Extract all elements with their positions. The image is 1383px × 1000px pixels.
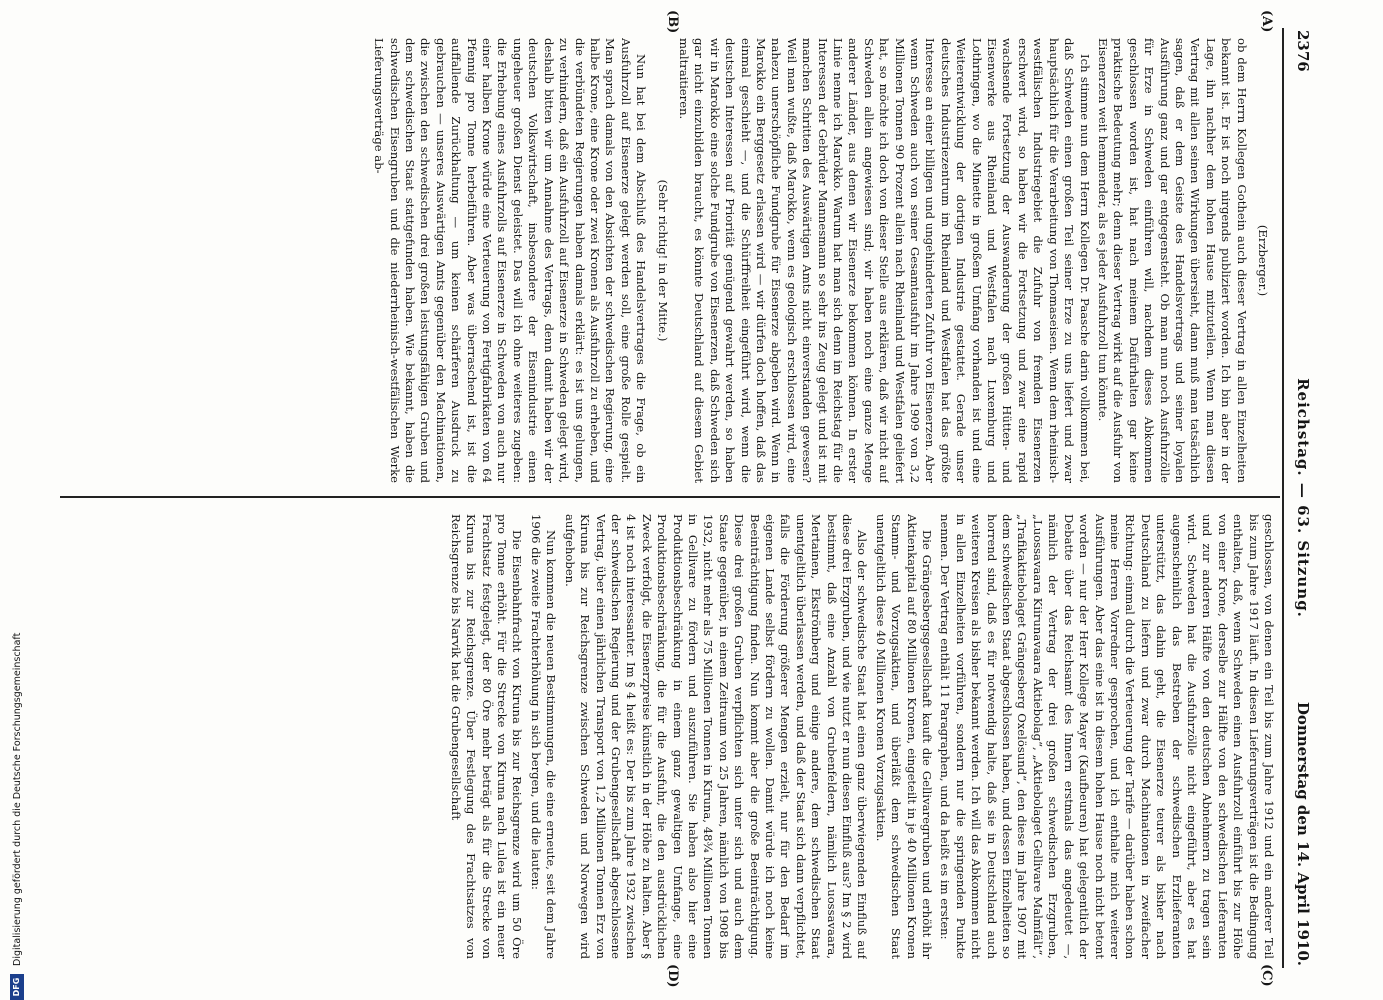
margin-mark-b: (B)	[665, 10, 680, 34]
speaker-label: (Erzberger.)	[1256, 224, 1270, 297]
page-number: 2376	[1294, 30, 1312, 72]
margin-mark-d: (D)	[665, 964, 680, 988]
margin-mark-a: (A)	[1259, 10, 1274, 33]
right-paragraph-1: geschlossen, von denen ein Teil bis zum Jahre 1912 und ein anderer Teil bis zum Jahre 1917 läuft. In diesen Lieferungsverträgen ist die Bedingung enthalten, daß, wenn Schweden einen Ausfuhrzoll einführt bis zur Höhe von einer Krone, derselbe zur Hälfte von den schwedischen Lieferanten und zur anderen Hälfte von den deutschen Abnehmern zu tragen sein wird. Schweden hat die Ausfuhrzölle nicht eingeführt, aber es hat augenscheinlich das Bestreben der schwedischen Erzlieferanten unterstützt, das dahin geht, die Eisenerze teurer als bisher nach Deutschland zu liefern und zwar durch Machinationen in zweifacher Richtung: einmal durch die Verteuerung der Tarife — darüber haben schon meine Herren Vorredner gesprochen, und ich enthalte mich weiterer Ausführungen. Aber das eine ist in diesem hohen Hause noch nicht betont worden — nur der Herr Kollege Mayer (Kaufbeuren) hat gelegentlich der Debatte über das Reichsamt des Innern erstmals das angedeutet —, nämlich der Vertrag der drei großen schwedischen Erzgruben, „Luossavaara Kiirunavaara Aktiebolag“, „Aktiebolaget Gellivare Malmfält“, „Trafikaktiebolaget Grängesberg Oxelösund“, den diese im Jahre 1907 mit dem schwedischen Staat abgeschlossen haben, und dessen Einzelheiten so horrend sind, daß es für notwendig halte, daß sie in Deutschland auch weiteren Kreisen als bisher bekannt werden. Ich will das Abkommen nicht in allen Einzelheiten vorführen, sondern nur die springenden Punkte nennen. Der Vertrag enthält 11 Paragraphen, und da heißt es im ersten:	[938, 514, 1276, 959]
header-rule	[1282, 28, 1284, 968]
right-paragraph-3: Also der schwedische Staat hat einen ganz überwiegenden Einfluß auf diese drei Erzgruben, und wie nutzt er nun diesen Einfluß aus? Im § 2 wird bestimmt, daß eine Anzahl von Grubenfeldern, nämlich Luossavaara, Mertainen, Ekströmberg und einige andere, dem schwedischen Staat unentgeltlich überlassen werden, und daß der Staat sich dann verpflichtet, falls die Förderung größerer Mengen erzielt, nur für den Bedarf im eigenen Lande selbst fördern zu wollen. Damit würde ich noch keine Beeinträchtigung finden. Nun kommt aber die große Beeinträchtigung. Diese drei großen Gruben verpflichten sich unter sich und auch dem Staate gegenüber, in einem Zeitraum von 25 Jahren, nämlich von 1908 bis 1932, nicht mehr als 75 Millionen Tonnen in Kiruna, 48¾ Millionen Tonnen in Gellivare zu fördern und auszuführen. Sie haben also hier eine Produktionsbeschränkung in einem ganz gewaltigen Umfange, eine Produktionsbeschränkung, die für die Ausfuhr, die den ausdrücklichen Zweck verfolgt, die Eisenerzpreise künstlich in der Höhe zu halten. Aber § 4 ist noch interessanter. Im § 4 heißt es: Der bis zum Jahre 1932 zwischen der schwedischen Regierung und der Grubengesellschaft abgeschlossene Vertrag, über einen jährlichen Transport von 1,2 Millionen Tonnen Erz von Kiruna bis zur Reichsgrenze zwischen Schweden und Norwegen wird aufgehoben.	[562, 514, 870, 959]
dfg-logo: DFG	[10, 974, 24, 1000]
interjection: (Sehr richtig! in der Mitte.)	[655, 179, 670, 342]
rotated-page-content	[60, 10, 1320, 988]
left-paragraph-1: ob dem Herrn Kollegen Gothein auch dieser Vertrag in allen Einzelheiten bekannt ist. Er ist noch nirgends publiziert worden. Ich bin aber in der Lage, ihn nachher dem hohen Hause mitzuteilen. Wenn man diesen Vertrag mit allen seinen Wirkungen übersieht, dann muß man tatsächlich sagen, daß er dem Geiste des Handelsvertrags und seiner loyalen Ausführung ganz und gar entgegensteht. Ob man nun noch Ausfuhrzölle für Erze in Schweden einführen will, nachdem dieses Abkommen geschlossen worden ist, hat nach meinem Dafürhalten gar keine praktische Bedeutung mehr; denn dieser Vertrag wirkt auf die Ausfuhr von Eisenerzen weit hemmender, als es jeder Ausfuhrzoll tun könnte.	[1095, 38, 1249, 483]
page-date: Donnerstag den 14. April 1910.	[1294, 701, 1312, 966]
digitization-footer	[6, 0, 28, 1000]
page-header	[1280, 28, 1320, 968]
left-paragraph-3: Nun hat bei dem Abschluß des Handelsvertrages die Frage, ob ein Ausfuhrzoll auf Eisenerze gelegt werden soll, eine große Rolle gespielt. Man sprach damals von den Absichten der schwedischen Regierung, eine halbe Krone, eine Krone oder zwei Kronen als Ausfuhrzoll zu erheben, und die verbündeten Regierungen haben damals erklärt: es ist uns gelungen, zu verhindern, daß ein Ausfuhrzoll auf Eisenerze in Schweden gelegt wird, deshalb bitten wir um Annahme des Vertrags, denn damit haben wir der deutschen Volkswirtschaft, insbesondere der Eisenindustrie einen ungeheuer großen Dienst geleistet. Das will ich ohne weiteres zugeben: die Erhebung eines Ausfuhrzolls auf Eisenerze in Schweden von auch nur einer halben Krone würde eine Verteuerung von Fertigfabrikaten von 64 Pfennig pro Tonne herbeiführen. Aber was überraschend ist, ist die auffallende Zurückhaltung — um keinen schärferen Ausdruck zu gebrauchen — unseres Auswärtigen Amts gegenüber den Machinationen, die zwischen den schwedischen drei großen leistungsfähigen Gruben und dem schwedischen Staat stattgefunden haben. Wie bekannt, haben die schwedischen Eisengruben und die niederrheinisch-westfälischen Werke Lieferungsverträge ab-	[372, 38, 649, 483]
right-paragraph-5: Die Eisenbahnfracht von Kiruna bis zur Reichsgrenze wird um 50 Öre pro Tonne erhöht. Für die Strecke von Kiruna nach Lulea ist ein neuer Frachtsatz festgelegt, der 80 Öre mehr beträgt als für die Strecke von Kiruna bis zur Reichsgrenze. Über Festlegung des Frachtsatzes von Reichsgrenze bis Narvik hat die Grubengesellschaft	[448, 514, 525, 959]
left-column	[66, 38, 1276, 483]
page-title: Reichstag. — 63. Sitzung.	[1294, 378, 1312, 618]
right-column	[66, 514, 1276, 959]
column-divider	[60, 496, 1280, 498]
right-paragraph-2: Die Grängesbergsgesellschaft kauft die Gellivaregruben und erhöht ihr Aktienkapital auf 80 Millionen Kronen, eingeteilt in je 40 Millionen Kronen Stamm- und Vorzugsaktien, und überläßt dem schwedischen Staat unentgeltlich diese 40 Millionen Kronen Vorzugsaktien.	[873, 514, 935, 959]
margin-mark-c: (C)	[1259, 964, 1274, 987]
footer-text: Digitalisierung gefördert durch die Deutsche Forschungsgemeinschaft	[11, 632, 23, 966]
left-paragraph-2: Ich stimme nun dem Herrn Kollegen Dr. Paasche darin vollkommen bei, daß Schweden einen großen Teil seiner Erze zu uns liefert und zwar hauptsächlich für die Verarbeitung von Thomaseisen. Wenn dem rheinisch-westfälischen Industriegebiet die Zufuhr von fremden Eisenerzen erschwert wird, so haben wir die Fortsetzung und zwar eine rapid wachsende Fortsetzung der Auswanderung der großen Hütten- und Eisenwerke aus Rheinland und Westfalen nach Luxemburg und Lothringen, wo die Minette in großem Umfang vorhanden ist und eine Weiterentwicklung der dortigen Industrie gestattet. Gerade unser deutsches Industriezentrum im Rheinland und Westfalen hat das größte Interesse an einer billigen und ungehinderten Zufuhr von Eisenerzen. Aber wenn Schweden auch von seiner Gesamtausfuhr im Jahre 1909 von 3,2 Millionen Tonnen 90 Prozent allein nach Rheinland und Westfalen geliefert hat, so möchte ich doch von dieser Stelle aus erklären, daß wir nicht auf Schweden allein angewiesen sind; wir haben noch eine ganze Menge anderer Länder, aus denen wir Eisenerze bekommen können. In erster Linie nenne ich Marokko. Warum hat man sich denn im Reichstag für die Interessen der Gebrüder Mannesmann so sehr ins Zeug gelegt und ist mit manchen Schritten des Auswärtigen Amts nicht einverstanden gewesen? Weil man wußte, daß Marokko, wenn es geologisch erschlossen wird, eine nahezu unerschöpfliche Fundgrube für Eisenerze abgeben wird. Wenn in Marokko ein Berggesetz erlassen wird — wir dürfen doch hoffen, daß das einmal geschieht —, und die Schürffreiheit eingeführt wird, wenn die deutschen Interessen auf Priorität genügend gewahrt werden, so haben wir in Marokko eine solche Fundgrube von Eisenerzen, daß Schweden sich gar nicht einzubilden braucht, es könnte Deutschland auf diesem Gebiet maltraitieren.	[676, 38, 1092, 483]
right-paragraph-4: Nun kommen die neuen Bestimmungen, die eine erneute, seit dem Jahre 1906 die zweite Frachterhöhung in sich bergen, und die lauten:	[528, 514, 559, 959]
